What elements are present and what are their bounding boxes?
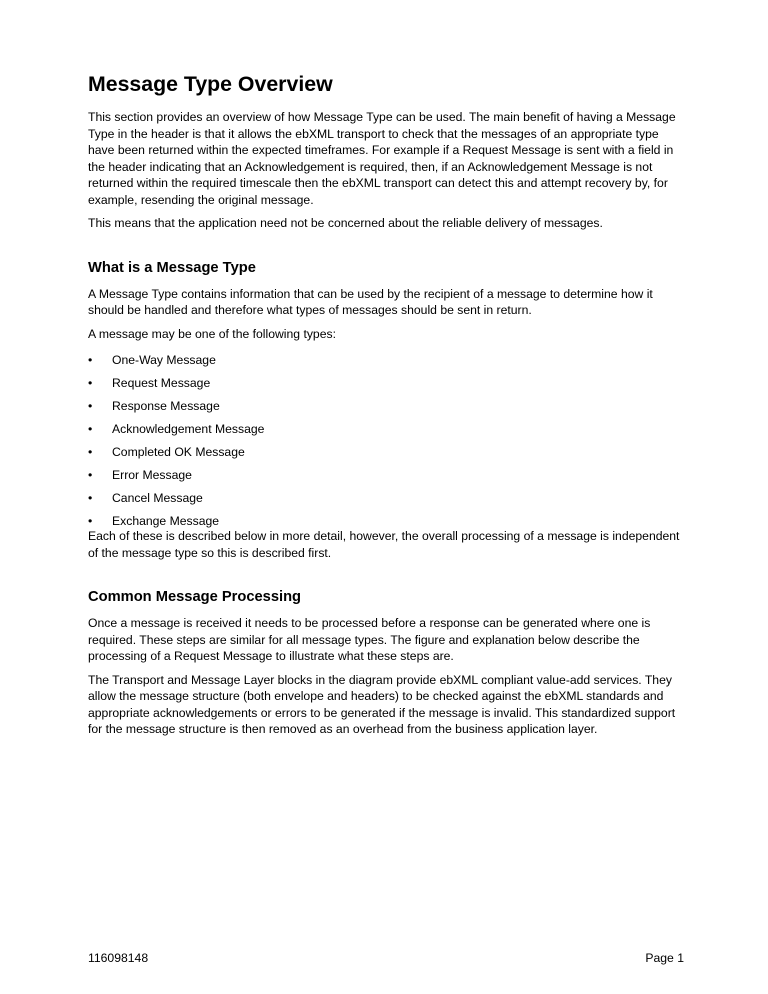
section-heading-what-is-message-type: What is a Message Type [88, 259, 256, 276]
list-item-label: Request Message [112, 376, 211, 390]
bullet-icon: • [88, 514, 93, 528]
list-item-label: One-Way Message [112, 353, 216, 367]
list-item-label: Response Message [112, 399, 220, 413]
bullet-icon: • [88, 422, 93, 436]
bullet-icon: • [88, 491, 93, 505]
bullet-icon: • [88, 353, 93, 367]
list-item-label: Exchange Message [112, 514, 220, 528]
intro-paragraph-1: This section provides an overview of how Message Type can be used. The main benefit of having a Message Type in the header is that it allows the ebXML transport to check that the messages of an appropriate type have been returned within the expected timeframes. For example if a Request Message is sent with a field in the header indicating that an Acknowledgement is required, then, if an Acknowledgement Message is not returned within the required timescale then the ebXML transport can detect this and attempt recovery by, for example, resending the original message. [88, 110, 676, 207]
list-item [88, 490, 684, 506]
list-item [88, 398, 684, 414]
page-content [88, 71, 684, 745]
list-item-label: Error Message [112, 468, 192, 482]
section2-paragraph-1: Once a message is received it needs to be processed before a response can be generated where one is required. These steps are similar for all message types. The figure and explanation below describe the processing of a Request Message to illustrate what these steps are. [88, 616, 651, 663]
section-spacer [88, 568, 684, 588]
section1-paragraph-2: A message may be one of the following types: [88, 326, 336, 341]
bullet-icon: • [88, 376, 93, 390]
page-title: Message Type Overview [88, 72, 333, 96]
section1-closing-paragraph: Each of these is described below in more detail, however, the overall processing of a message is independent of the message type so this is described first. [88, 529, 680, 560]
list-item-label: Acknowledgement Message [112, 422, 265, 436]
bullet-icon: • [88, 468, 93, 482]
list-item [88, 421, 684, 437]
list-item [88, 352, 684, 368]
bullet-icon: • [88, 445, 93, 459]
list-item [88, 375, 684, 391]
list-item-label: Completed OK Message [112, 445, 245, 459]
section1-paragraph-1: A Message Type contains information that can be used by the recipient of a message to determine how it should be handled and therefore what types of messages should be sent in return. [88, 286, 653, 317]
footer-page-number: Page 1 [645, 951, 684, 965]
section2-paragraph-2: The Transport and Message Layer blocks in the diagram provide ebXML compliant value-add services. They allow the message structure (both envelope and headers) to be checked against the ebXML standards and appropriate acknowledgements or errors to be generated if the message is invalid. This standardized support for the message structure is then removed as an overhead from the business application layer. [88, 672, 676, 736]
intro-paragraph-2: This means that the application need not be concerned about the reliable delivery of messages. [88, 216, 603, 230]
footer-document-id: 116098148 [88, 951, 149, 965]
list-item [88, 467, 684, 483]
list-item [88, 513, 684, 529]
message-type-list [88, 352, 684, 529]
list-item-label: Cancel Message [112, 491, 203, 505]
section-heading-common-message-processing: Common Message Processing [88, 589, 302, 605]
list-item [88, 444, 684, 460]
section-spacer [88, 239, 684, 259]
bullet-icon: • [88, 399, 93, 413]
